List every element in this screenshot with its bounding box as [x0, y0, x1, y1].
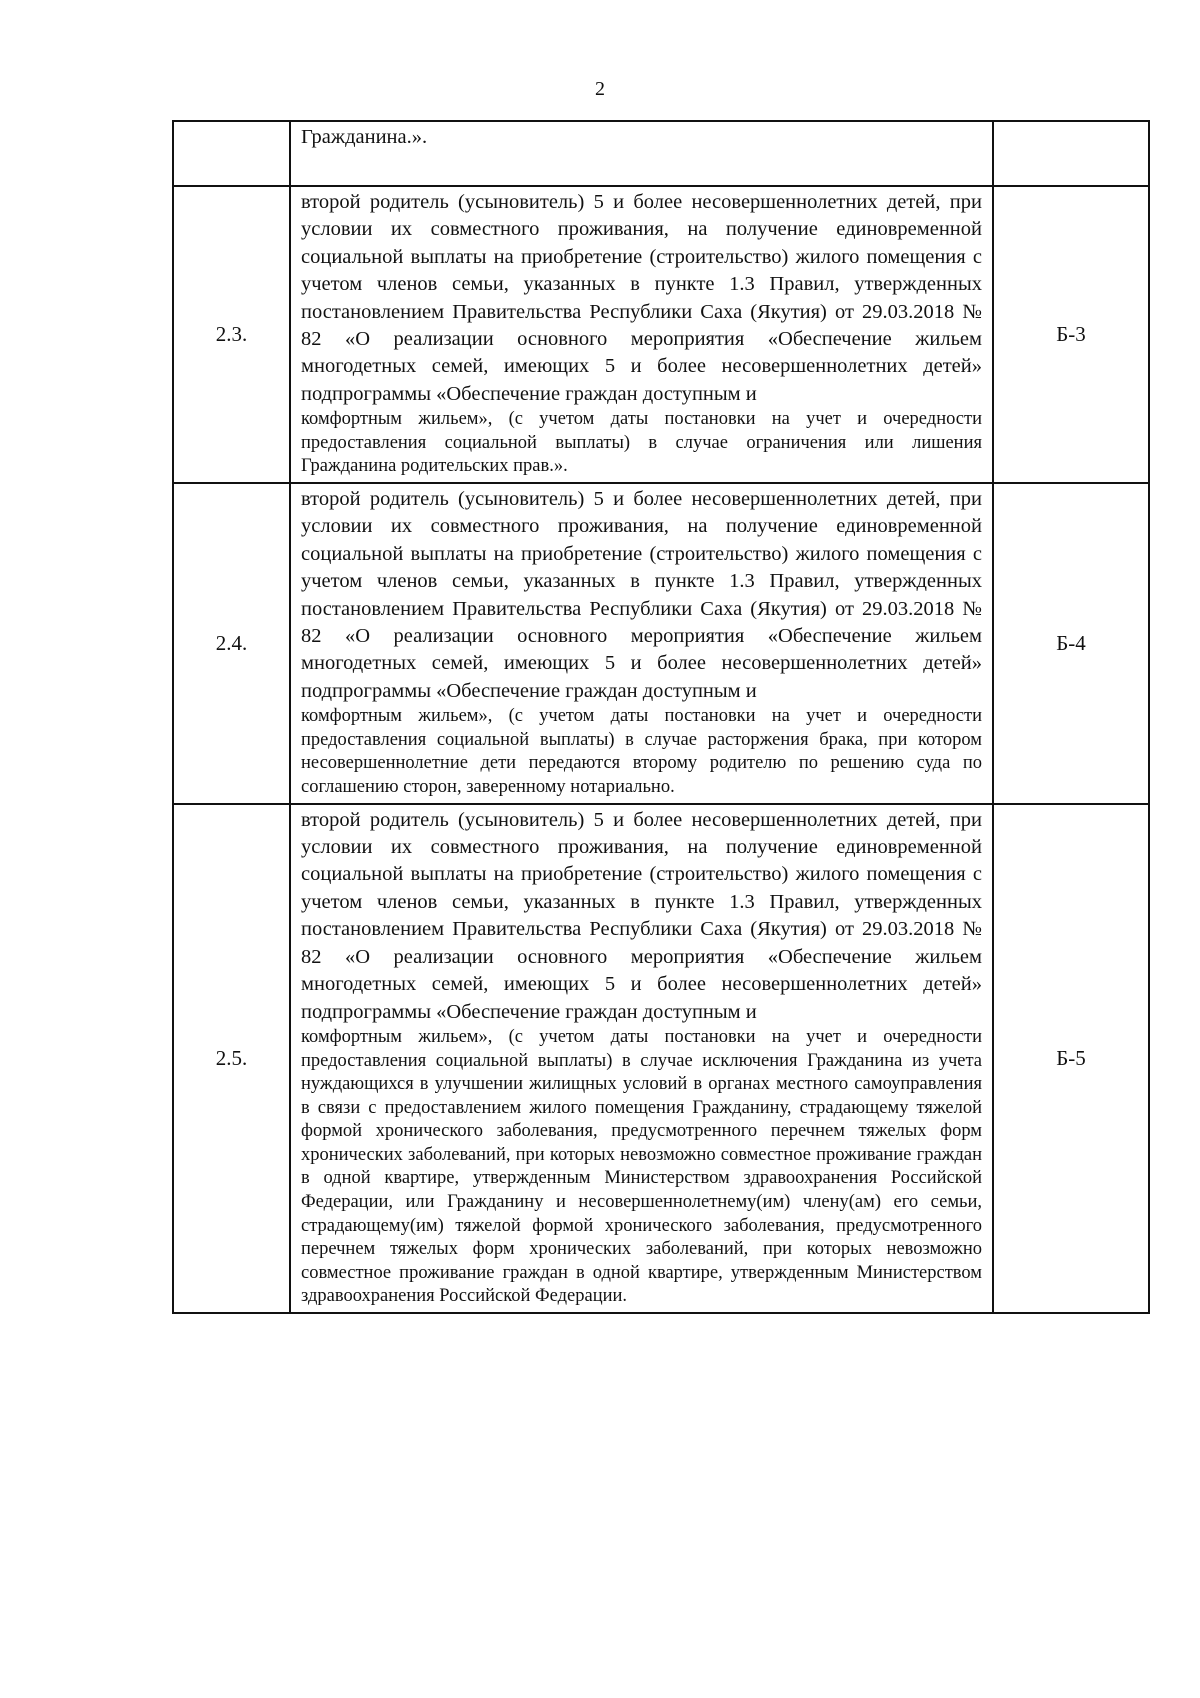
row-text: второй родитель (усыновитель) 5 и более несовершеннолетних детей, при условии их совместного проживания, на получение единовременной социальной выплаты на приобретение (строительство) жилого помещения с учетом членов семьи, указанных в пункте 1.3 Правил, утвержденных постановлением Правительства Республики Саха (Якутия) от 29.03.2018 № 82 «О реализации основного мероприятия «Обеспечение жильем многодетных семей, имеющих 5 и более несовершеннолетних детей» подпрограммы «Обеспечение граждан доступным и [301, 191, 982, 405]
table-row [173, 186, 1149, 483]
row-text-cell [290, 186, 993, 483]
row-text-continued: комфортным жильем», (с учетом даты постановки на учет и очередности предоставления социальной выплаты) в случае ограничения или лишения Гражданина родительских прав.». [301, 409, 982, 477]
row-text-continued: комфортным жильем», (с учетом даты постановки на учет и очередности предоставления социальной выплаты) в случае расторжения брака, при котором несовершеннолетние дети передаются второму родителю по решению суда по соглашению сторон, заверенному нотариально. [301, 706, 982, 798]
row-text-cell [290, 121, 993, 186]
row-code: Б-4 [993, 483, 1149, 804]
row-text: второй родитель (усыновитель) 5 и более несовершеннолетних детей, при условии их совместного проживания, на получение единовременной социальной выплаты на приобретение (строительство) жилого помещения с учетом членов семьи, указанных в пункте 1.3 Правил, утвержденных постановлением Правительства Республики Саха (Якутия) от 29.03.2018 № 82 «О реализации основного мероприятия «Обеспечение жильем многодетных семей, имеющих 5 и более несовершеннолетних детей» подпрограммы «Обеспечение граждан доступным и [301, 808, 982, 1023]
row-code: Б-5 [993, 804, 1149, 1313]
table-row [173, 121, 1149, 186]
row-number: 2.3. [173, 186, 290, 483]
row-text-cell [290, 804, 993, 1313]
table-row [173, 483, 1149, 804]
row-text: второй родитель (усыновитель) 5 и более несовершеннолетних детей, при условии их совместного проживания, на получение единовременной социальной выплаты на приобретение (строительство) жилого помещения с учетом членов семьи, указанных в пункте 1.3 Правил, утвержденных постановлением Правительства Республики Саха (Якутия) от 29.03.2018 № 82 «О реализации основного мероприятия «Обеспечение жильем многодетных семей, имеющих 5 и более несовершеннолетних детей» подпрограммы «Обеспечение граждан доступным и [301, 488, 982, 702]
row-code: Б-3 [993, 186, 1149, 483]
document-table [172, 120, 1150, 1314]
row-number: 2.4. [173, 483, 290, 804]
row-text-continued: комфортным жильем», (с учетом даты постановки на учет и очередности предоставления социальной выплаты) в случае исключения Гражданина из учета нуждающихся в улучшении жилищных условий в органах местного самоуправления в связи с предоставлением жилого помещения Гражданину, страдающему тяжелой формой хронического заболевания, предусмотренного перечнем тяжелых форм хронических заболеваний, при которых невозможно совместное проживание граждан в одной квартире, утвержденным Министерством здравоохранения Российской Федерации, или Гражданину и несовершеннолетнему(им) члену(ам) его семьи, страдающему(им) тяжелой формой хронического заболевания, предусмотренного перечнем тяжелых форм хронических заболеваний, при которых невозможно совместное проживание граждан в одной квартире, утвержденным Министерством здравоохранения Российской Федерации. [301, 1026, 982, 1307]
page-number: 2 [595, 78, 605, 100]
row-text: Гражданина.». [301, 126, 428, 148]
row-text-cell [290, 483, 993, 804]
row-code [993, 121, 1149, 186]
row-number: 2.5. [173, 804, 290, 1313]
row-number [173, 121, 290, 186]
table-row [173, 804, 1149, 1313]
